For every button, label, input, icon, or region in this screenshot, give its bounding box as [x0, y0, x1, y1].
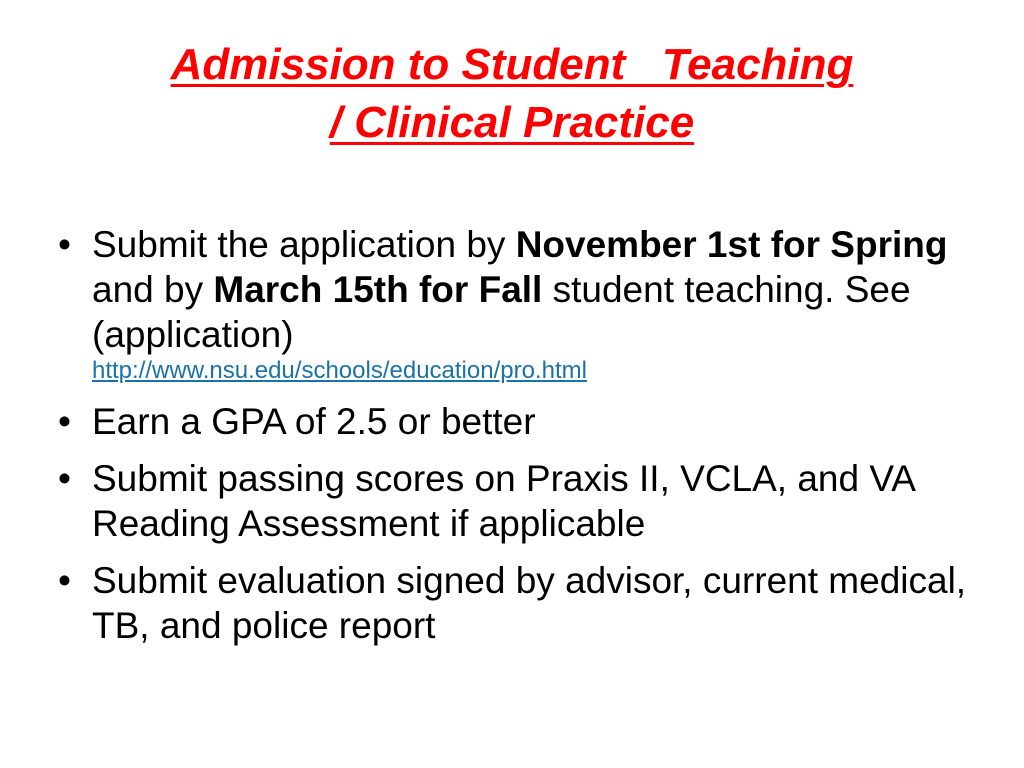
- bullet-dot-icon: •: [58, 458, 71, 499]
- title-line-1: Admission to Student Teaching: [170, 40, 854, 89]
- bullet-item-gpa: [52, 399, 982, 444]
- slide-title: [40, 36, 984, 152]
- bullet-dot-icon: •: [58, 401, 71, 442]
- fall-deadline: March 15th for Fall: [213, 269, 543, 310]
- bullet-item-application-deadline: [52, 222, 982, 387]
- bullet-dot-icon: •: [58, 224, 71, 265]
- bullet-text: Submit passing scores on Praxis II, VCLA, and VA Reading Assessment if applicable: [92, 458, 914, 544]
- spring-deadline: November 1st for Spring: [515, 224, 948, 265]
- bullet-text: Earn a GPA of 2.5 or better: [92, 401, 536, 442]
- bullet-text: student teaching. See (application): [92, 269, 911, 355]
- application-link[interactable]: http://www.nsu.edu/schools/education/pro.html: [92, 357, 587, 384]
- bullet-text: Submit the application by: [92, 224, 516, 265]
- bullet-item-scores: [52, 456, 982, 546]
- title-line-2: / Clinical Practice: [329, 98, 695, 147]
- bullet-text: Submit evaluation signed by advisor, current medical, TB, and police report: [92, 560, 967, 646]
- bullet-text: and by: [92, 269, 214, 310]
- bullet-list: [52, 222, 982, 660]
- bullet-dot-icon: •: [58, 560, 71, 601]
- bullet-item-evaluation: [52, 558, 982, 648]
